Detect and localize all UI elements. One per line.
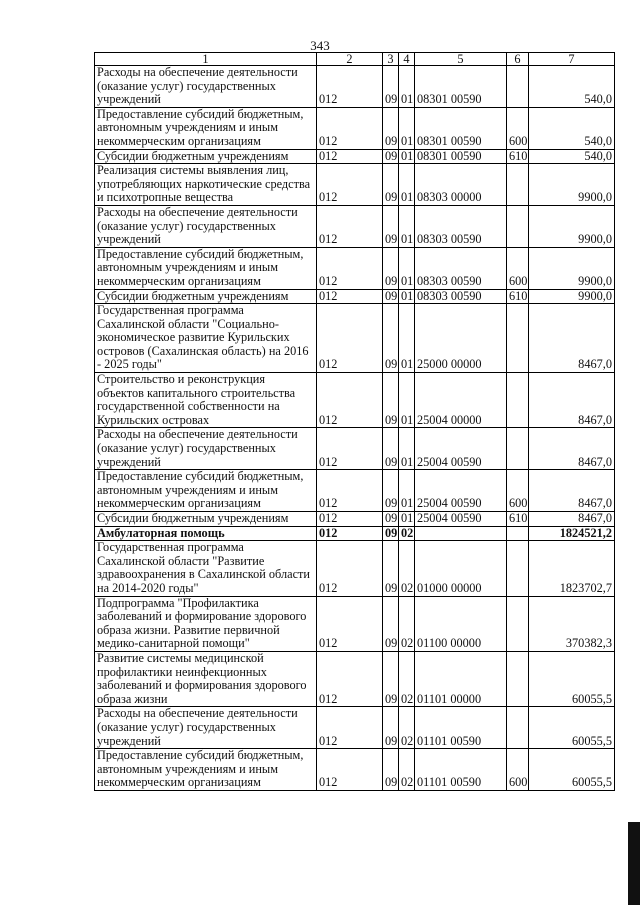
row-code-cell: 012 <box>317 149 383 164</box>
row-target-cell: 01101 00000 <box>415 651 507 706</box>
row-amount-cell: 8467,0 <box>529 470 615 512</box>
row-subsection-cell: 02 <box>399 541 415 596</box>
table-row <box>95 428 615 470</box>
row-target-cell: 25000 00000 <box>415 304 507 373</box>
row-section-cell: 09 <box>383 304 399 373</box>
row-target-cell: 08301 00590 <box>415 66 507 108</box>
row-section-cell: 09 <box>383 596 399 651</box>
row-amount-cell: 8467,0 <box>529 304 615 373</box>
row-code-cell: 012 <box>317 749 383 791</box>
row-subsection-cell: 01 <box>399 66 415 108</box>
row-target-cell: 08303 00590 <box>415 247 507 289</box>
page-number: 343 <box>310 38 330 53</box>
row-section-cell: 09 <box>383 66 399 108</box>
budget-table <box>94 52 615 791</box>
row-type-cell: 600 <box>507 749 529 791</box>
header-col-5: 5 <box>415 53 507 66</box>
row-type-cell <box>507 205 529 247</box>
row-name-cell: Предоставление субсидий бюджетным, автономным учреждениям и иным некоммерческим организациям <box>95 247 317 289</box>
row-section-cell: 09 <box>383 149 399 164</box>
row-subsection-cell: 01 <box>399 107 415 149</box>
table-row <box>95 651 615 706</box>
table-row <box>95 205 615 247</box>
row-target-cell: 25004 00000 <box>415 373 507 428</box>
header-col-2: 2 <box>317 53 383 66</box>
row-type-cell <box>507 428 529 470</box>
row-subsection-cell: 01 <box>399 470 415 512</box>
row-amount-cell: 540,0 <box>529 149 615 164</box>
row-type-cell: 600 <box>507 247 529 289</box>
row-section-cell: 09 <box>383 470 399 512</box>
row-subsection-cell: 01 <box>399 149 415 164</box>
row-type-cell <box>507 707 529 749</box>
row-code-cell: 012 <box>317 205 383 247</box>
row-name-cell: Субсидии бюджетным учреждениям <box>95 149 317 164</box>
row-name-cell: Строительство и реконструкция объектов капитального строительства государственной собственности на Курильских островах <box>95 373 317 428</box>
row-name-cell: Государственная программа Сахалинской области "Социально-экономическое развитие Курильских островов (Сахалинская область) на 2016 - 2025 годы" <box>95 304 317 373</box>
row-subsection-cell: 02 <box>399 526 415 541</box>
row-amount-cell: 8467,0 <box>529 373 615 428</box>
row-section-cell: 09 <box>383 107 399 149</box>
table-row <box>95 749 615 791</box>
row-code-cell: 012 <box>317 107 383 149</box>
row-code-cell: 012 <box>317 428 383 470</box>
row-amount-cell: 60055,5 <box>529 749 615 791</box>
row-name-cell: Расходы на обеспечение деятельности (оказание услуг) государственных учреждений <box>95 428 317 470</box>
row-type-cell <box>507 526 529 541</box>
row-code-cell: 012 <box>317 470 383 512</box>
row-code-cell: 012 <box>317 289 383 304</box>
row-section-cell: 09 <box>383 289 399 304</box>
row-subsection-cell: 01 <box>399 304 415 373</box>
row-type-cell: 610 <box>507 289 529 304</box>
table-row <box>95 526 615 541</box>
row-target-cell: 01101 00590 <box>415 749 507 791</box>
table-row <box>95 304 615 373</box>
row-code-cell: 012 <box>317 596 383 651</box>
row-amount-cell: 9900,0 <box>529 205 615 247</box>
row-name-cell: Развитие системы медицинской профилактики неинфекционных заболеваний и формирования здорового образа жизни <box>95 651 317 706</box>
row-subsection-cell: 01 <box>399 205 415 247</box>
row-type-cell: 600 <box>507 470 529 512</box>
row-type-cell <box>507 66 529 108</box>
header-col-1: 1 <box>95 53 317 66</box>
row-name-cell: Предоставление субсидий бюджетным, автономным учреждениям и иным некоммерческим организациям <box>95 470 317 512</box>
row-amount-cell: 540,0 <box>529 66 615 108</box>
row-amount-cell: 8467,0 <box>529 512 615 527</box>
row-section-cell: 09 <box>383 205 399 247</box>
table-row <box>95 107 615 149</box>
row-code-cell: 012 <box>317 651 383 706</box>
row-type-cell <box>507 164 529 206</box>
table-row <box>95 247 615 289</box>
table-row <box>95 596 615 651</box>
row-amount-cell: 540,0 <box>529 107 615 149</box>
row-amount-cell: 60055,5 <box>529 651 615 706</box>
row-amount-cell: 9900,0 <box>529 289 615 304</box>
row-target-cell: 01101 00590 <box>415 707 507 749</box>
row-name-cell: Государственная программа Сахалинской области "Развитие здравоохранения в Сахалинской области на 2014-2020 годы" <box>95 541 317 596</box>
row-type-cell <box>507 373 529 428</box>
row-section-cell: 09 <box>383 526 399 541</box>
table-row <box>95 373 615 428</box>
table-row <box>95 289 615 304</box>
row-name-cell: Расходы на обеспечение деятельности (оказание услуг) государственных учреждений <box>95 66 317 108</box>
row-subsection-cell: 02 <box>399 707 415 749</box>
row-code-cell: 012 <box>317 164 383 206</box>
row-code-cell: 012 <box>317 512 383 527</box>
row-type-cell: 600 <box>507 107 529 149</box>
row-name-cell: Расходы на обеспечение деятельности (оказание услуг) государственных учреждений <box>95 205 317 247</box>
row-section-cell: 09 <box>383 707 399 749</box>
row-subsection-cell: 01 <box>399 512 415 527</box>
row-subsection-cell: 01 <box>399 247 415 289</box>
row-subsection-cell: 02 <box>399 749 415 791</box>
row-target-cell: 25004 00590 <box>415 512 507 527</box>
row-section-cell: 09 <box>383 164 399 206</box>
table-row <box>95 470 615 512</box>
row-amount-cell: 8467,0 <box>529 428 615 470</box>
row-subsection-cell: 02 <box>399 596 415 651</box>
row-target-cell: 25004 00590 <box>415 470 507 512</box>
row-name-cell: Подпрограмма "Профилактика заболеваний и формирование здорового образа жизни. Развитие первичной медико-санитарной помощи" <box>95 596 317 651</box>
row-name-cell: Расходы на обеспечение деятельности (оказание услуг) государственных учреждений <box>95 707 317 749</box>
row-target-cell: 08303 00590 <box>415 205 507 247</box>
row-section-cell: 09 <box>383 512 399 527</box>
row-amount-cell: 370382,3 <box>529 596 615 651</box>
row-name-cell: Субсидии бюджетным учреждениям <box>95 289 317 304</box>
row-section-cell: 09 <box>383 651 399 706</box>
row-subsection-cell: 01 <box>399 164 415 206</box>
table-row <box>95 149 615 164</box>
row-type-cell <box>507 651 529 706</box>
row-subsection-cell: 01 <box>399 428 415 470</box>
row-type-cell: 610 <box>507 149 529 164</box>
row-code-cell: 012 <box>317 247 383 289</box>
row-section-cell: 09 <box>383 373 399 428</box>
row-type-cell: 610 <box>507 512 529 527</box>
row-name-cell: Предоставление субсидий бюджетным, автономным учреждениям и иным некоммерческим организациям <box>95 749 317 791</box>
row-code-cell: 012 <box>317 373 383 428</box>
row-type-cell <box>507 304 529 373</box>
scan-edge-mark <box>628 822 640 905</box>
row-type-cell <box>507 541 529 596</box>
row-code-cell: 012 <box>317 541 383 596</box>
row-name-cell: Амбулаторная помощь <box>95 526 317 541</box>
row-section-cell: 09 <box>383 247 399 289</box>
row-name-cell: Реализация системы выявления лиц, употребляющих наркотические средства и психотропные вещества <box>95 164 317 206</box>
row-subsection-cell: 01 <box>399 289 415 304</box>
row-section-cell: 09 <box>383 428 399 470</box>
table-row <box>95 707 615 749</box>
row-code-cell: 012 <box>317 304 383 373</box>
row-amount-cell: 60055,5 <box>529 707 615 749</box>
row-target-cell: 25004 00590 <box>415 428 507 470</box>
row-subsection-cell: 01 <box>399 373 415 428</box>
row-target-cell: 08301 00590 <box>415 107 507 149</box>
row-type-cell <box>507 596 529 651</box>
row-section-cell: 09 <box>383 749 399 791</box>
row-code-cell: 012 <box>317 707 383 749</box>
row-target-cell: 08303 00000 <box>415 164 507 206</box>
row-target-cell: 08303 00590 <box>415 289 507 304</box>
header-col-3: 3 <box>383 53 399 66</box>
row-subsection-cell: 02 <box>399 651 415 706</box>
header-col-6: 6 <box>507 53 529 66</box>
row-amount-cell: 9900,0 <box>529 247 615 289</box>
row-target-cell: 01000 00000 <box>415 541 507 596</box>
row-name-cell: Предоставление субсидий бюджетным, автономным учреждениям и иным некоммерческим организациям <box>95 107 317 149</box>
table-row <box>95 164 615 206</box>
row-target-cell <box>415 526 507 541</box>
row-code-cell: 012 <box>317 66 383 108</box>
row-amount-cell: 9900,0 <box>529 164 615 206</box>
row-section-cell: 09 <box>383 541 399 596</box>
header-row <box>95 53 615 66</box>
header-col-7: 7 <box>529 53 615 66</box>
row-amount-cell: 1823702,7 <box>529 541 615 596</box>
table-row <box>95 541 615 596</box>
row-name-cell: Субсидии бюджетным учреждениям <box>95 512 317 527</box>
row-target-cell: 01100 00000 <box>415 596 507 651</box>
row-code-cell: 012 <box>317 526 383 541</box>
table-row <box>95 512 615 527</box>
table-row <box>95 66 615 108</box>
row-target-cell: 08301 00590 <box>415 149 507 164</box>
row-amount-cell: 1824521,2 <box>529 526 615 541</box>
header-col-4: 4 <box>399 53 415 66</box>
